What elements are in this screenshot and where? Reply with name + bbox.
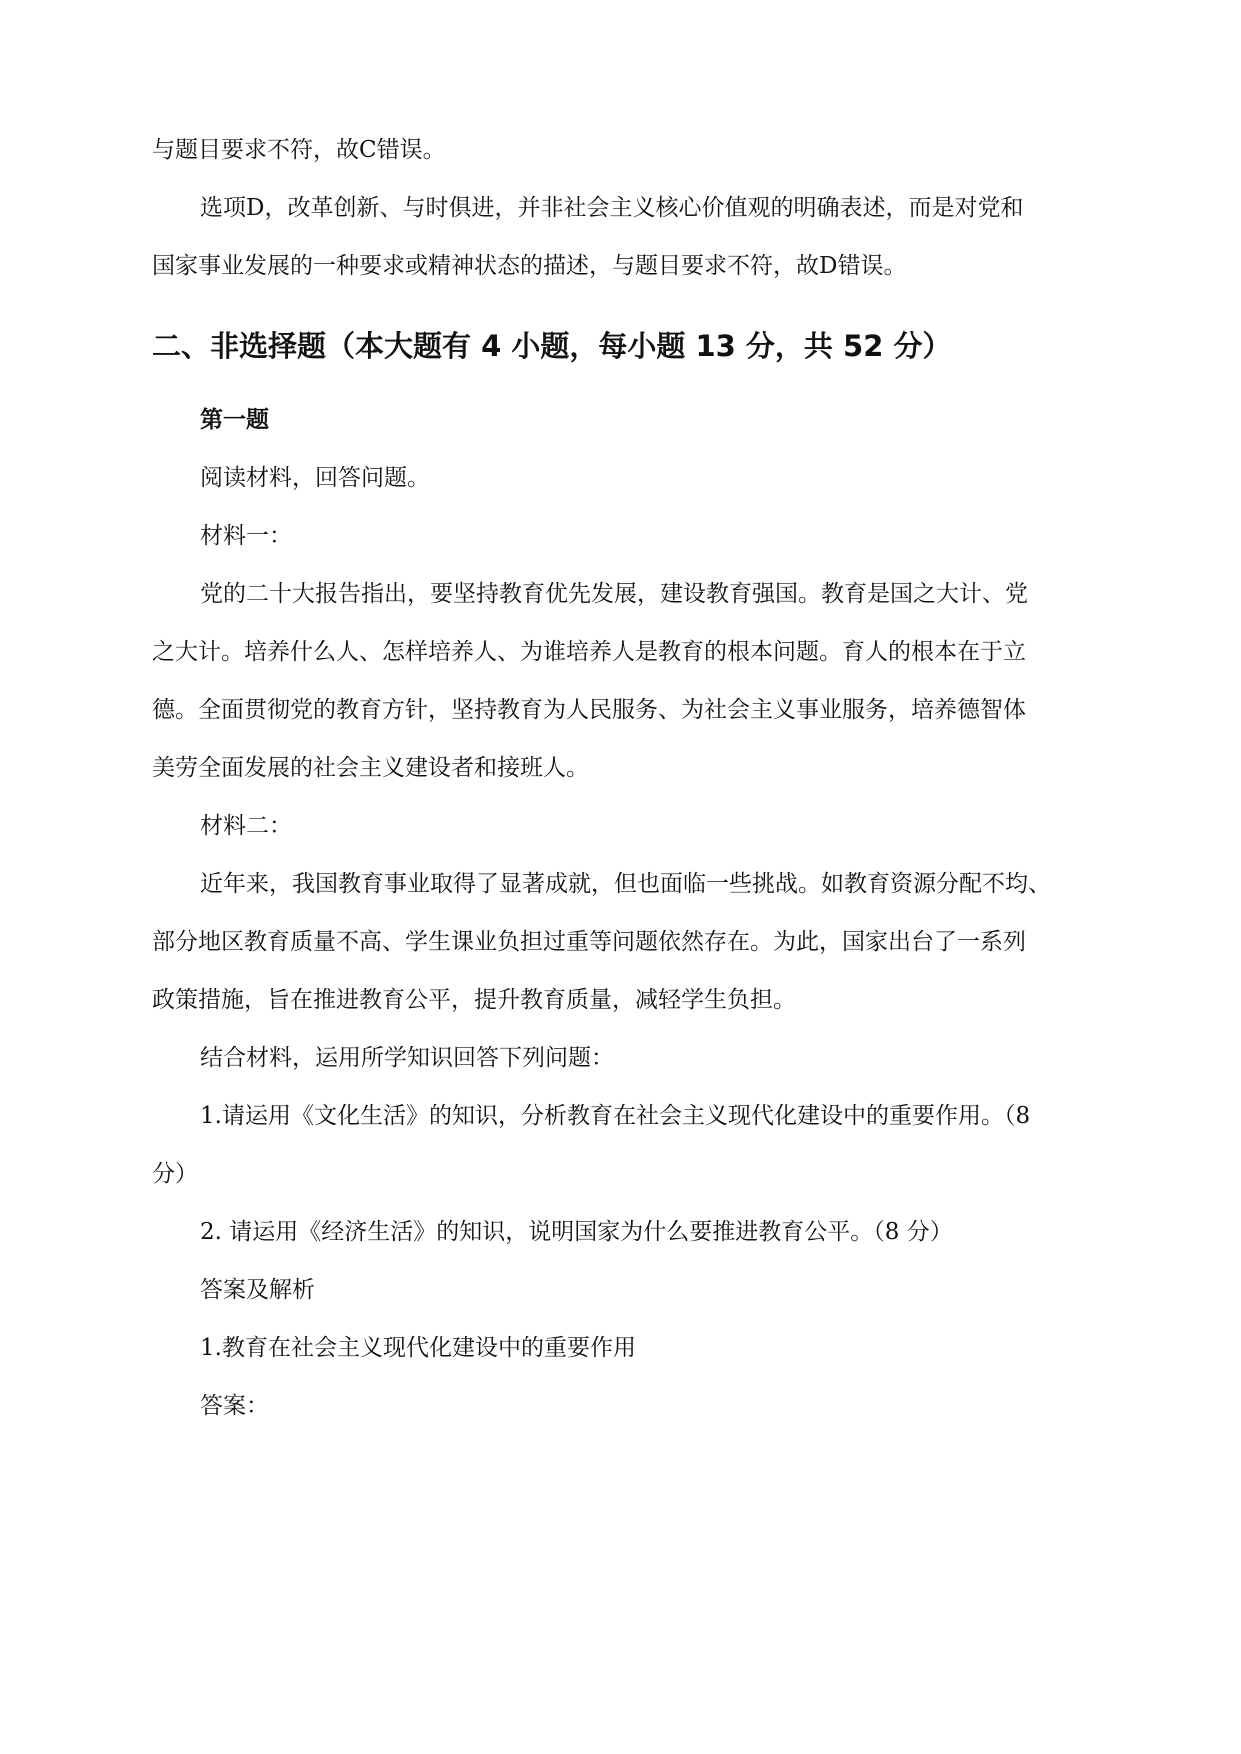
- material-1-label: 材料一：: [200, 523, 292, 549]
- material-1-line: 党的二十大报告指出，要坚持教育优先发展，建设教育强国。教育是国之大计、党: [200, 581, 1028, 607]
- question-instruction: 阅读材料，回答问题。: [200, 465, 430, 491]
- material-2-line: 部分地区教育质量不高、学生课业负担过重等问题依然存在。为此，国家出台了一系列: [152, 929, 1026, 955]
- material-2-label: 材料二：: [200, 813, 292, 839]
- sub-question-1-line-2: 分）: [152, 1161, 198, 1187]
- material-1-line: 德。全面贯彻党的教育方针，坚持教育为人民服务、为社会主义事业服务，培养德智体: [152, 697, 1026, 723]
- material-2-line: 政策措施，旨在推进教育公平，提升教育质量，减轻学生负担。: [152, 987, 796, 1013]
- answer-heading: 答案及解析: [200, 1277, 315, 1303]
- answer-label: 答案：: [200, 1393, 269, 1419]
- material-1-line: 美劳全面发展的社会主义建设者和接班人。: [152, 755, 589, 781]
- option-d-explanation-line-2: 国家事业发展的一种要求或精神状态的描述，与题目要求不符，故D错误。: [152, 253, 907, 279]
- section-heading: 二、非选择题（本大题有 4 小题，每小题 13 分，共 52 分）: [152, 329, 952, 363]
- sub-question-2: 2. 请运用《经济生活》的知识，说明国家为什么要推进教育公平。（8 分）: [200, 1219, 953, 1245]
- question-title: 第一题: [200, 407, 269, 433]
- material-2-line: 近年来，我国教育事业取得了显著成就，但也面临一些挑战。如教育资源分配不均、: [200, 871, 1051, 897]
- answer-1-title: 1.教育在社会主义现代化建设中的重要作用: [200, 1335, 636, 1361]
- material-1-line: 之大计。培养什么人、怎样培养人、为谁培养人是教育的根本问题。育人的根本在于立: [152, 639, 1026, 665]
- answer-continuation-c: 与题目要求不符，故C错误。: [152, 137, 446, 163]
- sub-question-1-line-1: 1.请运用《文化生活》的知识，分析教育在社会主义现代化建设中的重要作用。（8: [200, 1103, 1031, 1129]
- option-d-explanation-line-1: 选项D，改革创新、与时俱进，并非社会主义核心价值观的明确表述，而是对党和: [200, 195, 1024, 221]
- question-prompt: 结合材料，运用所学知识回答下列问题：: [200, 1045, 614, 1071]
